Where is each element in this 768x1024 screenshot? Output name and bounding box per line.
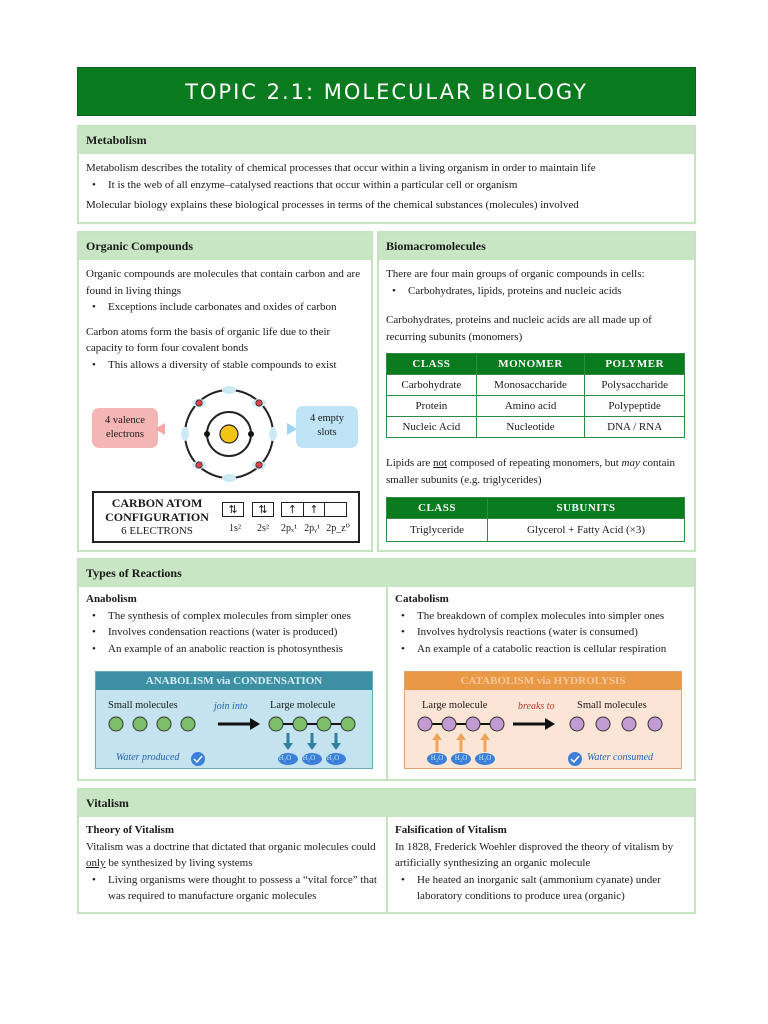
empty-slots-label: 4 empty slots [296,406,358,448]
breaks-to-label: breaks to [518,701,555,712]
small-molecules-label: Small molecules [577,700,647,711]
catabolism-diagram-title: CATABOLISM via HYDROLYSIS [405,672,681,690]
small-molecule [648,717,662,731]
divider [386,817,388,912]
table-row [387,396,685,417]
organic-p2: Carbon atoms form the basis of organic life due to their capacity to form four covalent bonds [86,325,331,354]
chain-molecule [317,717,331,731]
small-molecule [157,717,171,731]
valence-electron [196,462,202,468]
table-cell: Polypeptide [585,396,685,417]
monomer-table [386,353,685,438]
empty-slot [269,427,277,441]
inner-electron [248,431,254,437]
water-consumed-label: Water consumed [587,752,654,763]
orbital-label: 2s² [257,523,269,534]
orbital-label: 2pₓ¹ [281,523,297,534]
table-cell: Protein [387,396,477,417]
subunit-table [386,497,685,542]
metabolism-body [86,160,686,214]
falsification-bullet: • He heated an inorganic salt (ammonium cyanate) under laboratory conditions to produce urea (organic) [395,872,691,905]
organic-bullet1: • Exceptions include carbonates and oxides of carbon [86,299,366,316]
list-item: • An example of an anabolic reaction is photosynthesis [86,641,382,658]
orbital-label: 1s² [229,523,241,534]
falsification-title: Falsification of Vitalism [395,824,507,836]
table-header: CLASS [387,354,477,375]
small-molecules-label: Small molecules [108,700,178,711]
table-cell: Nucleic Acid [387,417,477,438]
table-header: SUBUNITS [488,498,685,519]
organic-bullet2: • This allows a diversity of stable compounds to exist [86,357,366,374]
table-header-row [387,354,685,375]
h2o-label: H₂O [278,754,292,762]
page-title: TOPIC 2.1: MOLECULAR BIOLOGY [77,67,696,116]
orbital-1s: ⇅ [222,502,244,517]
table-cell: Triglyceride [387,519,488,542]
metabolism-heading: Metabolism [79,127,694,154]
water-produced-label: Water produced [116,752,180,763]
join-into-label: join into [214,701,248,712]
metabolism-panel [77,125,696,224]
chain-molecule [418,717,432,731]
valence-electron [256,462,262,468]
arrow-head-icon [250,718,260,730]
carbon-atom-diagram [155,385,299,489]
chain-molecule [269,717,283,731]
h2o-label: H₂O [326,754,340,762]
table-cell: Glycerol + Fatty Acid (×3) [488,519,685,542]
anabolism-diagram-title: ANABOLISM via CONDENSATION [96,672,372,690]
falsification-p1: In 1828, Frederick Woehler disproved the theory of vitalism by artificially synthesizing an organic molecule [395,840,674,869]
small-molecule [133,717,147,731]
anabolism-text [86,591,382,657]
carbon-config-box [92,491,360,543]
biomacro-body [386,266,686,345]
arrow-up-icon [432,733,442,740]
table-cell: Carbohydrate [387,375,477,396]
config-subtitle: 6 ELECTRONS [121,525,193,537]
list-item: • The synthesis of complex molecules from simpler ones [86,608,382,625]
metabolism-line1: Metabolism describes the totality of chemical processes that occur within a living organism in order to maintain life [86,162,596,174]
theory-p1: Vitalism was a doctrine that dictated that organic molecules could only be synthesized by living systems [86,840,376,869]
vitalism-panel [77,788,696,914]
small-molecule [622,717,636,731]
large-molecule-label: Large molecule [270,700,336,711]
chain-molecule [341,717,355,731]
list-item: • The breakdown of complex molecules into simpler ones [395,608,693,625]
h2o-label: H₂O [302,754,316,762]
empty-slot [181,427,189,441]
table-header: POLYMER [585,354,685,375]
vitalism-heading: Vitalism [79,790,694,817]
table-cell: Amino acid [476,396,585,417]
table-cell: Polysaccharide [585,375,685,396]
valence-electrons-label: 4 valence electrons [92,408,158,448]
orbital-label: 2p_z⁰ [326,523,350,534]
biomacro-panel [377,231,696,552]
list-item: • An example of a catabolic reaction is cellular respiration [395,641,693,658]
table-row [387,375,685,396]
table-row [387,417,685,438]
large-molecule-label: Large molecule [422,700,488,711]
orbital-2s: ⇅ [252,502,274,517]
chain-molecule [442,717,456,731]
organic-panel [77,231,373,552]
empty-slot [222,386,236,394]
orbital-label: 2pᵧ¹ [304,523,320,534]
table-header: MONOMER [476,354,585,375]
arrow-down-icon [283,743,293,750]
chain-molecule [466,717,480,731]
check-icon [568,752,582,766]
catabolism-diagram [404,671,682,769]
small-molecule [596,717,610,731]
small-molecule [109,717,123,731]
catabolism-title: Catabolism [395,593,449,605]
h2o-label: H₂O [454,754,468,762]
chain-molecule [490,717,504,731]
config-title: CARBON ATOM CONFIGURATION [105,496,209,524]
organic-body [86,266,366,373]
table-row [387,519,685,542]
orbital-2px: ↑ [282,503,304,516]
biomacro-p1: There are four main groups of organic compounds in cells: [386,268,645,280]
theory-of-vitalism [86,822,382,905]
nucleus [220,425,238,443]
theory-title: Theory of Vitalism [86,824,174,836]
divider [386,587,388,779]
h2o-label: H₂O [478,754,492,762]
table-cell: Monosaccharide [476,375,585,396]
metabolism-bullet: • It is the web of all enzyme–catalysed reactions that occur within a particular cell or organism [86,177,686,194]
catabolism-text [395,591,693,657]
orbital-2p [281,502,347,517]
table-cell: DNA / RNA [585,417,685,438]
anabolism-diagram [95,671,373,769]
pointer-left-icon [155,423,165,435]
list-item: • Involves condensation reactions (water is produced) [86,624,382,641]
pointer-right-icon [287,423,297,435]
reactions-panel [77,558,696,781]
valence-electron [256,400,262,406]
orbital-2py: ↑ [304,503,326,516]
organic-p1: Organic compounds are molecules that contain carbon and are found in living things [86,268,361,297]
table-header: CLASS [387,498,488,519]
organic-heading: Organic Compounds [79,233,371,260]
biomacro-bullet1: • Carbohydrates, lipids, proteins and nucleic acids [386,283,686,300]
arrow-up-icon [480,733,490,740]
biomacro-heading: Biomacromolecules [379,233,694,260]
orbital-2pz [325,503,346,516]
h2o-label: H₂O [430,754,444,762]
arrow-down-icon [331,743,341,750]
valence-electron [196,400,202,406]
theory-bullet: • Living organisms were thought to possess a “vital force” that was required to manufacture organic molecules [86,872,382,905]
empty-slot [222,474,236,482]
chain-molecule [293,717,307,731]
biomacro-p3: Lipids are not composed of repeating monomers, but may contain smaller subunits (e.g. triglycerides) [386,457,676,486]
reactions-heading: Types of Reactions [79,560,694,587]
list-item: • Involves hydrolysis reactions (water is consumed) [395,624,693,641]
falsification-of-vitalism [395,822,691,905]
arrow-down-icon [307,743,317,750]
biomacro-p2: Carbohydrates, proteins and nucleic acids are all made up of recurring subunits (monomers) [386,314,652,343]
arrow-up-icon [456,733,466,740]
anabolism-title: Anabolism [86,593,137,605]
metabolism-line2: Molecular biology explains these biological processes in terms of the chemical substances (molecules) involved [86,199,579,211]
table-cell: Nucleotide [476,417,585,438]
small-molecule [181,717,195,731]
arrow-head-icon [545,718,555,730]
inner-electron [204,431,210,437]
table-header-row [387,498,685,519]
small-molecule [570,717,584,731]
